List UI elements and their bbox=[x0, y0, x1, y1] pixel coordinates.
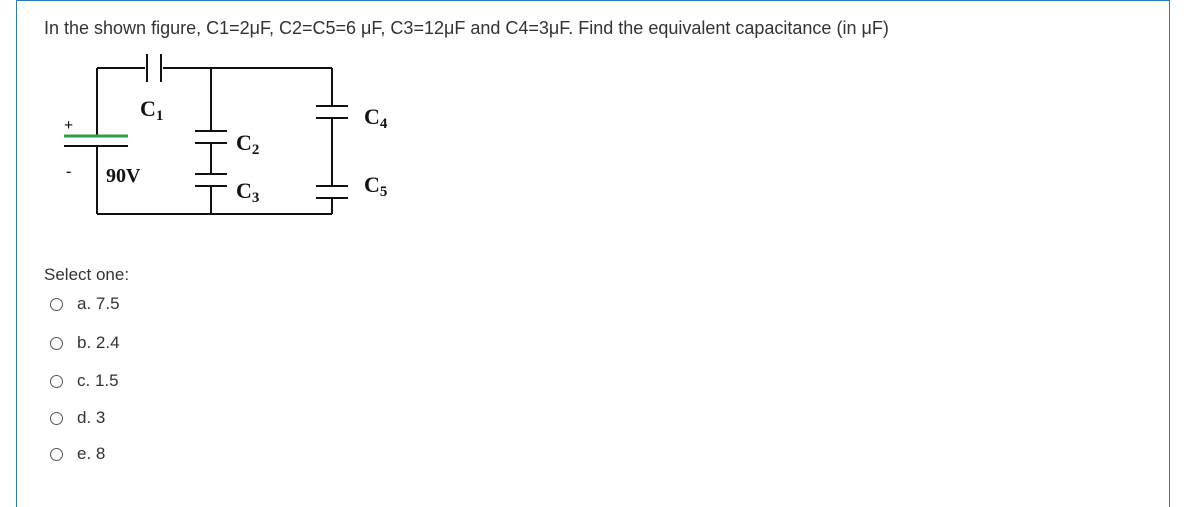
radio-circle-icon[interactable] bbox=[50, 298, 63, 311]
question-text: In the shown figure, C1=2μF, C2=C5=6 μF, C3=12μF and C4=3μF. Find the equivalent capacitance (in μF) bbox=[44, 18, 889, 38]
option-d[interactable] bbox=[50, 406, 105, 430]
radio-circle-icon[interactable] bbox=[50, 448, 63, 461]
c4-label: C4 bbox=[364, 104, 388, 132]
select-one-label: Select one: bbox=[44, 265, 130, 284]
option-b[interactable] bbox=[50, 331, 120, 355]
battery-voltage-label: 90V bbox=[106, 165, 141, 187]
c5-label: C5 bbox=[364, 172, 388, 200]
option-label: b. 2.4 bbox=[77, 333, 120, 352]
option-e[interactable] bbox=[50, 442, 105, 466]
c1-label: C1 bbox=[140, 96, 164, 124]
option-label: e. 8 bbox=[77, 444, 106, 463]
option-label: a. 7.5 bbox=[77, 294, 120, 313]
option-label: c. 1.5 bbox=[77, 371, 119, 390]
radio-circle-icon[interactable] bbox=[50, 337, 63, 350]
option-a[interactable] bbox=[50, 292, 120, 316]
radio-circle-icon[interactable] bbox=[50, 375, 63, 388]
option-label: d. 3 bbox=[77, 408, 106, 427]
option-c[interactable] bbox=[50, 369, 119, 393]
battery-minus-sign: - bbox=[66, 163, 72, 180]
c2-label: C2 bbox=[236, 130, 260, 158]
circuit-diagram bbox=[40, 40, 420, 230]
battery-plus-sign: + bbox=[64, 117, 74, 134]
radio-circle-icon[interactable] bbox=[50, 412, 63, 425]
c3-label: C3 bbox=[236, 178, 260, 206]
